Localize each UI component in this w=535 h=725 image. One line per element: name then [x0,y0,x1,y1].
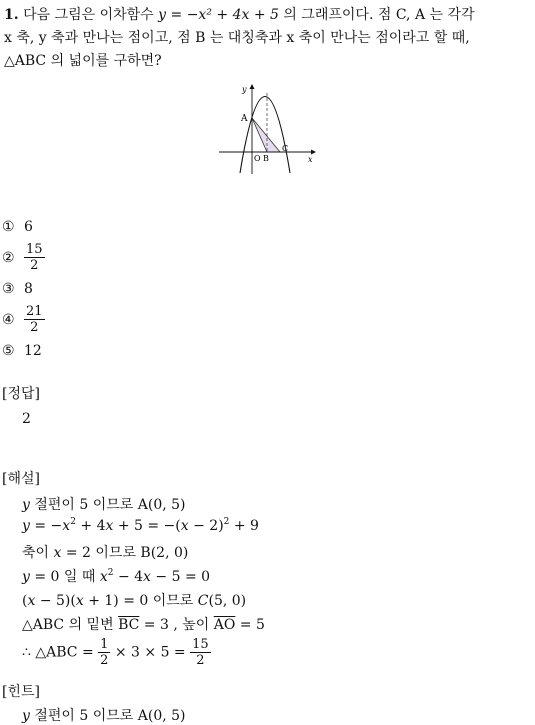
answer-heading: [정답] [2,386,40,402]
question-number: 1. [4,7,19,23]
numerator: 15 [26,242,43,257]
explanation-line-1: y 절편이 5 이므로 A(0, 5) [22,497,186,513]
choice-mark: ① [2,219,15,235]
answer-value: 2 [22,411,31,427]
explanation-heading: [해설] [2,471,40,487]
triangle-abc [252,118,280,152]
denominator: 2 [30,258,39,273]
choice-mark: ⑤ [2,343,15,359]
y-axis-arrow [250,84,255,89]
question-text-1: 다음 그림은 이차함수 [23,7,154,23]
choice-2[interactable] [2,242,45,273]
explanation-line-6: △ABC 의 밑변 $\overline{BC} = 3$ , 높이 $\overline{AO} = 5$ [22,617,265,633]
hint-heading: [힌트] [2,684,40,700]
explanation-line-4: y = 0 일 때 $x^2 - 4x - 5 = 0$ [22,568,211,585]
choice-value: 6 [24,219,33,235]
explanation-line-7: ∴ △ABC = $\frac{1}{2}$ × 3 × 5 = $\frac{15}{2}$ [22,637,209,668]
question-text-4: △ABC 의 넓이를 구하면? [4,53,162,69]
question-text [4,4,532,73]
question-text-2: 의 그래프이다. 점 C, A 는 각각 [283,7,475,23]
choice-mark: ② [2,249,15,266]
denominator: 2 [30,320,39,335]
label-x: x [308,155,313,164]
choice-4[interactable] [2,304,45,335]
choice-value: 8 [24,281,33,297]
explanation-line-2: $y = -x^2 + 4x + 5 = -(x - 2)^2 + 9$ [22,517,259,534]
choice-fraction [24,242,45,273]
choice-mark: ④ [2,311,15,328]
choice-1[interactable] [2,219,33,235]
label-a: A [241,114,248,124]
parabola-figure [215,82,320,178]
question-equation: y = −x² + 4x + 5 [158,7,279,23]
explanation-line-5: (x − 5)(x + 1) = 0 이므로 C(5, 0) [22,593,247,609]
x-axis-arrow [311,150,316,155]
numerator: 21 [26,304,43,319]
choice-3[interactable] [2,281,33,297]
label-c: C [282,144,289,153]
explanation-line-3: 축이 x = 2 이므로 B(2, 0) [22,545,189,561]
question-text-3: x 축, y 축과 만나는 점이고, 점 B 는 대칭축과 x 축이 만나는 점이라고 할 때, [4,30,470,46]
label-y: y [242,85,247,94]
choice-value: 12 [24,343,42,359]
choice-fraction [24,304,45,335]
label-o: O [254,154,261,163]
choice-mark: ③ [2,281,15,297]
label-b: B [263,154,269,163]
hint-line: y 절편이 5 이므로 A(0, 5) [22,708,186,724]
choice-5[interactable] [2,343,42,359]
